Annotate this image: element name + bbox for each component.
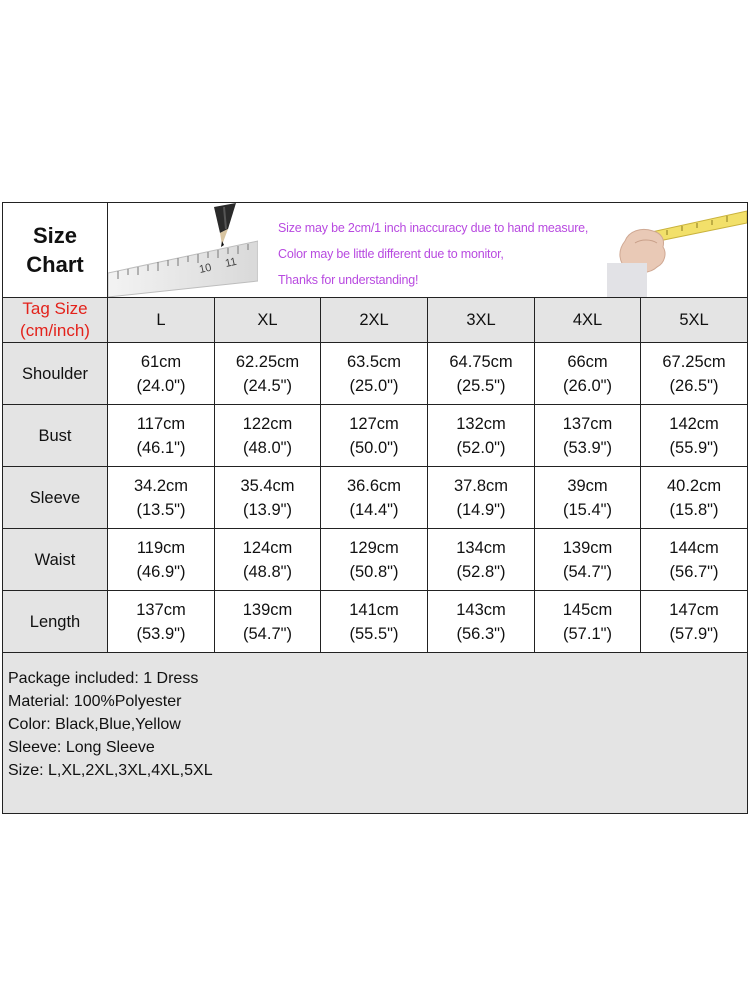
tag-size-line-2: (cm/inch)	[20, 321, 90, 340]
table-cell: 122cm (48.0")	[215, 405, 321, 467]
hand-icon	[607, 203, 747, 297]
table-cell: 141cm (55.5")	[321, 591, 428, 653]
size-header-row	[3, 298, 748, 343]
table-cell: 62.25cm (24.5")	[215, 343, 321, 405]
product-info-row	[3, 653, 748, 814]
table-cell: 129cm (50.8")	[321, 529, 428, 591]
size-chart	[2, 202, 747, 796]
table-cell: 147cm (57.9")	[641, 591, 748, 653]
row-label: Waist	[3, 529, 108, 591]
size-2XL: 2XL	[321, 298, 428, 343]
row-label: Shoulder	[3, 343, 108, 405]
table-cell: 35.4cm (13.9")	[215, 467, 321, 529]
table-cell: 137cm (53.9")	[535, 405, 641, 467]
tag-size-label	[3, 298, 108, 343]
row-label: Length	[3, 591, 108, 653]
size-L: L	[108, 298, 215, 343]
info-package: Package included: 1 Dress	[8, 670, 199, 687]
table-cell: 37.8cm (14.9")	[428, 467, 535, 529]
notice-banner	[108, 203, 748, 298]
table-cell: 34.2cm (13.5")	[108, 467, 215, 529]
row-label: Bust	[3, 405, 108, 467]
ruler-mark-11: 11	[224, 255, 238, 270]
table-row-bust	[3, 405, 748, 467]
tag-size-line-1: Tag Size	[22, 299, 88, 318]
table-cell: 127cm (50.0")	[321, 405, 428, 467]
row-label: Sleeve	[3, 467, 108, 529]
table-cell: 119cm (46.9")	[108, 529, 215, 591]
table-cell: 137cm (53.9")	[108, 591, 215, 653]
info-size: Size: L,XL,2XL,3XL,4XL,5XL	[8, 762, 213, 779]
table-cell: 132cm (52.0")	[428, 405, 535, 467]
header-row	[3, 203, 748, 298]
size-5XL: 5XL	[641, 298, 748, 343]
pencil-icon	[184, 203, 264, 263]
table-cell: 142cm (55.9")	[641, 405, 748, 467]
table-cell: 63.5cm (25.0")	[321, 343, 428, 405]
ruler-mark-10: 10	[198, 261, 213, 276]
table-cell: 61cm (24.0")	[108, 343, 215, 405]
note-accuracy: Size may be 2cm/1 inch inaccuracy due to hand measure,	[278, 221, 589, 235]
table-row-length	[3, 591, 748, 653]
table-row-waist	[3, 529, 748, 591]
table-row-shoulder	[3, 343, 748, 405]
title-line-1: Size	[32, 223, 78, 248]
table-cell: 66cm (26.0")	[535, 343, 641, 405]
table-cell: 117cm (46.1")	[108, 405, 215, 467]
size-4XL: 4XL	[535, 298, 641, 343]
title-line-2: Chart	[26, 252, 84, 277]
table-cell: 145cm (57.1")	[535, 591, 641, 653]
info-sleeve: Sleeve: Long Sleeve	[8, 739, 155, 756]
note-color: Color may be little different due to monitor,	[278, 247, 504, 261]
product-info	[3, 653, 748, 814]
table-cell: 139cm (54.7")	[215, 591, 321, 653]
table-cell: 144cm (56.7")	[641, 529, 748, 591]
table-cell: 124cm (48.8")	[215, 529, 321, 591]
table-cell: 40.2cm (15.8")	[641, 467, 748, 529]
info-material: Material: 100%Polyester	[8, 693, 182, 710]
table-cell: 64.75cm (25.5")	[428, 343, 535, 405]
size-XL: XL	[215, 298, 321, 343]
table-cell: 67.25cm (26.5")	[641, 343, 748, 405]
table-cell: 139cm (54.7")	[535, 529, 641, 591]
note-thanks: Thanks for understanding!	[278, 273, 419, 287]
table-row-sleeve	[3, 467, 748, 529]
size-chart-title	[3, 203, 108, 298]
table-cell: 143cm (56.3")	[428, 591, 535, 653]
size-3XL: 3XL	[428, 298, 535, 343]
table-cell: 39cm (15.4")	[535, 467, 641, 529]
table-cell: 36.6cm (14.4")	[321, 467, 428, 529]
notice-text	[278, 215, 588, 293]
info-color: Color: Black,Blue,Yellow	[8, 716, 181, 733]
table-cell: 134cm (52.8")	[428, 529, 535, 591]
size-table	[2, 202, 748, 814]
